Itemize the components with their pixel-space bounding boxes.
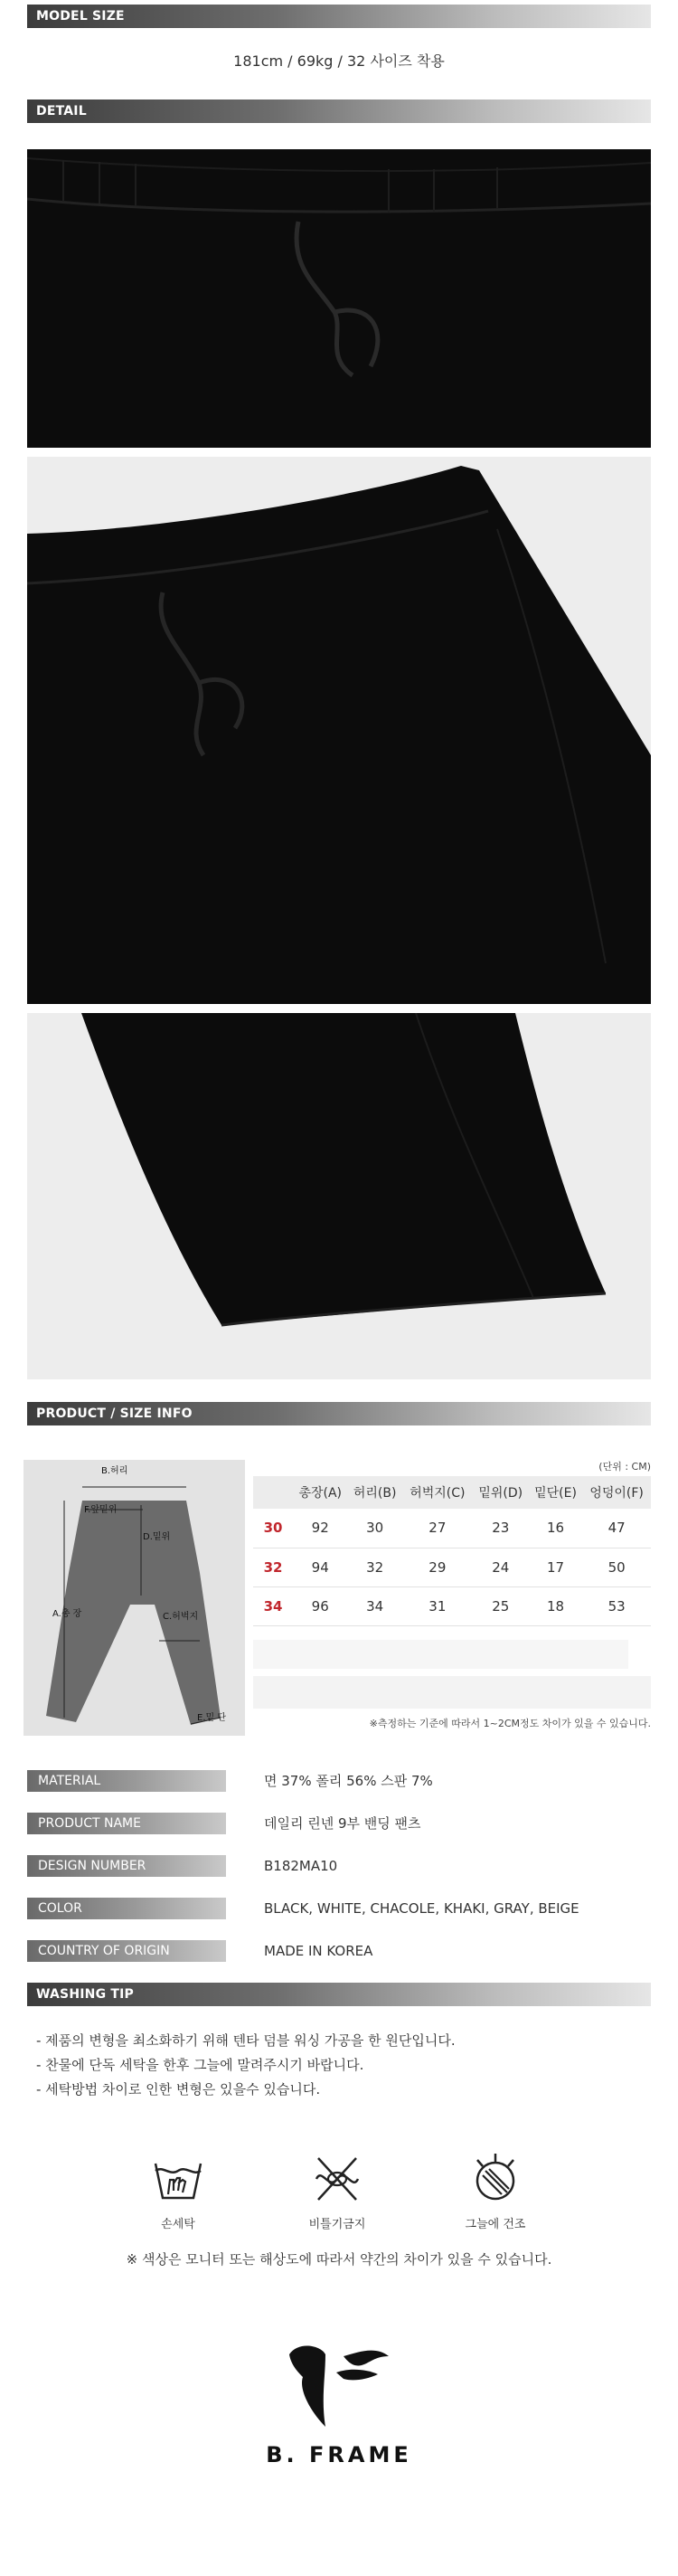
care-item-no-wring	[283, 2151, 391, 2231]
diagram-label-hem: E.밑 단	[197, 1713, 226, 1723]
info-value-color: BLACK, WHITE, CHACOLE, KHAKI, GRAY, BEIGE	[264, 1900, 579, 1917]
table-cell: 23	[473, 1509, 529, 1548]
table-cell: 30	[347, 1509, 401, 1548]
section-header-model-size: MODEL SIZE	[27, 5, 651, 28]
section-header-size-info: PRODUCT / SIZE INFO	[27, 1402, 651, 1425]
care-label: 손세탁	[161, 2218, 195, 2231]
section-header-washing-tip: WASHING TIP	[27, 1983, 651, 2006]
color-disclaimer: ※ 색상은 모니터 또는 해상도에 따라서 약간의 차이가 있을 수 있습니다.	[126, 2251, 552, 2268]
table-cell: 25	[473, 1586, 529, 1625]
table-cell: 34	[347, 1586, 401, 1625]
table-cell: 18	[529, 1586, 583, 1625]
table-cell: 17	[529, 1548, 583, 1586]
table-cell: 29	[402, 1548, 473, 1586]
size-label: 32	[253, 1548, 293, 1586]
washing-tip-line: - 찬물에 단독 세탁을 한후 그늘에 말려주시기 바랍니다.	[36, 2057, 364, 2073]
size-table	[253, 1476, 651, 1626]
size-table-header: 허벅지(C)	[402, 1476, 473, 1509]
info-value-material: 면 37% 폴리 56% 스판 7%	[264, 1773, 433, 1789]
size-label: 34	[253, 1586, 293, 1625]
size-table-header: 밑위(D)	[473, 1476, 529, 1509]
diagram-label-thigh: D.밑위	[143, 1532, 171, 1542]
table-cell: 16	[529, 1509, 583, 1548]
shade-dry-icon	[467, 2151, 523, 2207]
diagram-label-length: A.총 장	[52, 1609, 82, 1619]
care-label: 비틀기금지	[308, 2218, 366, 2231]
table-cell: 27	[402, 1509, 473, 1548]
detail-photo-hem	[27, 1013, 651, 1379]
table-cell: 47	[582, 1509, 651, 1548]
diagram-label-hem-c: C.허벅지	[163, 1612, 199, 1622]
table-row	[253, 1548, 651, 1586]
size-label: 30	[253, 1509, 293, 1548]
size-table-header: 허리(B)	[347, 1476, 401, 1509]
table-cell: 92	[293, 1509, 347, 1548]
table-cell: 31	[402, 1586, 473, 1625]
size-table-header: 엉덩이(F)	[582, 1476, 651, 1509]
table-cell: 24	[473, 1548, 529, 1586]
table-row	[253, 1509, 651, 1548]
table-cell: 53	[582, 1586, 651, 1625]
table-cell: 94	[293, 1548, 347, 1586]
care-item-shade-dry	[441, 2151, 550, 2231]
info-label-color: COLOR	[27, 1898, 226, 1919]
size-table-header: 밑단(E)	[529, 1476, 583, 1509]
table-row	[253, 1586, 651, 1625]
info-label-material: MATERIAL	[27, 1770, 226, 1792]
care-label: 그늘에 건조	[465, 2218, 526, 2231]
diagram-label-rise: F.앞밑위	[84, 1505, 118, 1515]
table-cell: 96	[293, 1586, 347, 1625]
no-wring-icon	[309, 2151, 365, 2207]
size-table-header: 총장(A)	[293, 1476, 347, 1509]
size-table-blank-row	[253, 1676, 651, 1709]
detail-photo-waistband	[27, 149, 651, 448]
info-value-design-number: B182MA10	[264, 1858, 338, 1874]
info-label-design-number: DESIGN NUMBER	[27, 1855, 226, 1877]
section-header-detail: DETAIL	[27, 99, 651, 123]
care-item-hand-wash	[124, 2151, 232, 2231]
info-label-product-name: PRODUCT NAME	[27, 1813, 226, 1834]
brand-name: B. FRAME	[266, 2442, 412, 2467]
hand-wash-icon	[150, 2151, 206, 2207]
info-value-product-name: 데일리 린넨 9부 밴딩 팬츠	[264, 1815, 421, 1832]
washing-tip-line: - 제품의 변형을 최소화하기 위해 텐타 덤블 워싱 가공을 한 원단입니다.	[36, 2032, 456, 2049]
size-diagram	[24, 1460, 245, 1736]
diagram-label-waist: B.허리	[101, 1466, 128, 1476]
size-table-blank-row	[253, 1640, 628, 1669]
size-table-header	[253, 1476, 293, 1509]
washing-tip-line: - 세탁방법 차이로 인한 변형은 있을수 있습니다.	[36, 2081, 321, 2098]
info-value-country: MADE IN KOREA	[264, 1943, 373, 1959]
info-label-country: COUNTRY OF ORIGIN	[27, 1940, 226, 1962]
brand-logo	[271, 2336, 407, 2436]
measurement-note: ※측정하는 기준에 따라서 1~2CM정도 차이가 있을 수 있습니다.	[369, 1718, 651, 1729]
table-cell: 50	[582, 1548, 651, 1586]
table-cell: 32	[347, 1548, 401, 1586]
detail-photo-front	[27, 457, 651, 1004]
model-size-text: 181cm / 69kg / 32 사이즈 착용	[233, 52, 445, 70]
size-unit-note: (단위 : CM)	[598, 1461, 651, 1473]
size-table-header-row	[253, 1476, 651, 1509]
